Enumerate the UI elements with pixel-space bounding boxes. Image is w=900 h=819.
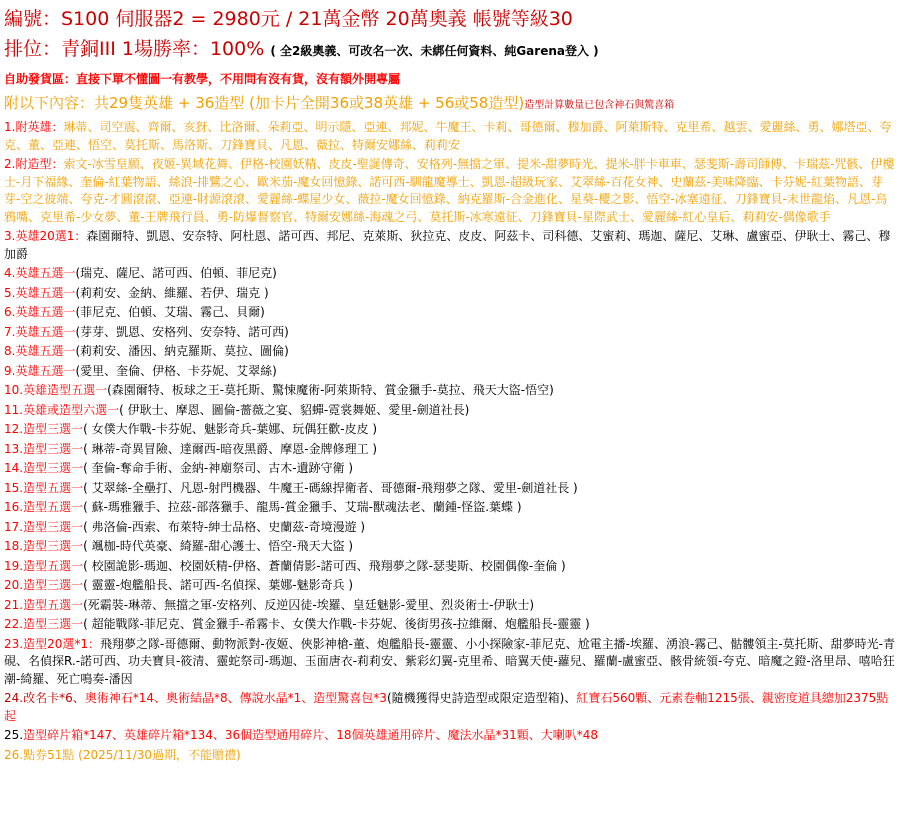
item-label: 21.造型五選一 [4, 597, 84, 612]
item-23 [4, 636, 896, 689]
item-17 [4, 519, 896, 537]
item-4 [4, 265, 896, 283]
skin-fragment-box: 造型碎片箱*147、 [23, 728, 124, 742]
item-content: (芽芽、凱恩、安格列、安奈特、諾可西) [75, 324, 289, 339]
item-label: 2.附造型： [4, 157, 64, 171]
item-label: 11.英雄或造型六選一 [4, 402, 120, 417]
item-content: ( 女僕大作戰-卡芬妮、魅影奇兵-葉娜、玩偶狂歡-皮皮 ) [83, 422, 378, 436]
item-20 [4, 577, 896, 595]
item-9 [4, 363, 896, 381]
item-label: 17.造型三選一 [4, 519, 84, 534]
legend-crystal: 傳說水晶*1、 [239, 691, 314, 705]
item-3 [4, 228, 896, 263]
item-26-vouchers: 26.點券51點 (2025/11/30過期，不能贈禮) [4, 747, 241, 762]
item-content: (愛里、奎倫、伊格、卡芬妮、艾翠絲) [75, 363, 277, 378]
item-content: ( 颯枷-時代英豪、綺羅-甜心護士、悟空-飛天大盜 ) [83, 539, 354, 553]
hero-universal-fragments: 18個英雄通用碎片、 [336, 728, 448, 742]
item-label: 3.英雄20選1： [4, 229, 87, 243]
item-content: 索文-冰雪皇願、夜姬-異域花舞、伊格-校園妖精、皮皮-聖誕傳奇、安格列-無擋之軍、提米-甜夢時光、提米-胖卡車車、瑟斐斯-壽司師傅、卡瑞茲-咒骸、伊樓士-月下福緣、奎倫-紅葉物語、絲浪-排鷺之心、歐米茄-魔女回憶錄、諾可西-馴龍魔導士、凱恩-超級玩家、艾翠絲-百花女神、史蘭茲-美味降臨、卡芬妮-紅葉物語、芽芽-空之彼端、夸克-才圓滾滾、亞連-財源滾滾、愛麗絲-蝶屋少女、薇拉-魔女回憶錄、納克羅斯-合金進化、星葵-櫻之影、悟空-冰塞遠征、刀鋒寶貝-末世龍焰、凡恩-烏鴉嘴、克里希-少女夢、董-王牌飛行員、勇-防爆督察官、特爾安娜絲-海魂之弓、莫托斯-冰寒遠征、刀鋒寶貝-星際武士、愛麗絲-紅心皇后、莉莉安-偶像歌手 [4, 157, 895, 224]
item-8 [4, 343, 896, 361]
item-content: (莉莉安、潘因、納克羅斯、莫拉、圖倫) [75, 344, 289, 358]
arcane-stone: 奧術神石*14、 [84, 691, 167, 705]
item-10 [4, 382, 896, 400]
item-label: 6.英雄五選一 [4, 305, 76, 319]
item-content: ( 伊耿士、摩恩、圖倫-薔薇之宴、貂蟬-霓裳舞姬、愛里-劍道社長) [119, 402, 470, 417]
item-1 [4, 119, 896, 154]
item-content: ( 靈靈-炮艦船長、諾可西-名偵探、葉娜-魅影奇兵 ) [83, 578, 354, 592]
ruby: 紅寶石560顆、 [576, 691, 660, 705]
item-content: 飛翔夢之隊-哥德爾、動物派對-夜姬、俠影神槍-董、炮艦船長-靈靈、小小探險家-菲尼克、尬電主播-埃羅、湧浪-霧己、骷髏領主-莫托斯、甜夢時光-青硯、名偵探R.-諾可西、功夫寶貝-筱清、靈蛇祭司-瑪迦、玉面唐衣-莉莉安、紫彩幻翼-克里希、暗翼天使-蘿兒、羅蘭-盧蜜亞、骸骨統領-夸克、暗魔之鐙-洛里昂、嘻哈狂潮-綺羅、死亡鳴奏-潘因 [4, 636, 895, 686]
item-25-number: 25. [4, 728, 24, 742]
item-2 [4, 156, 896, 226]
item-label: 5.英雄五選一 [4, 285, 76, 300]
item-content: ( 蘇-瑪雅獵手、拉茲-部落獵手、龍馬-賞金獵手、艾瑞-獸魂法老、蘭鍾-怪盜.葉蝶 ) [83, 500, 522, 514]
item-label: 14.造型三選一 [4, 461, 84, 475]
item-label: 18.造型三選一 [4, 539, 84, 553]
rank-main: 排位：青銅III 1場勝率：100% [4, 38, 265, 60]
item-content: ( 超能戰隊-菲尼克、賞金獵手-希霧卡、女僕大作戰-卡芬妮、後街男孩-拉維爾、炮艦船長-靈靈 ) [83, 617, 590, 631]
item-25 [4, 727, 896, 745]
item-6 [4, 304, 896, 322]
magic-crystal-and-horn: 魔法水晶*31顆、大喇叭*48 [447, 728, 599, 742]
item-content: (死霸裝-琳蒂、無擋之軍-安格列、反逆囚徒-埃羅、皇廷魅影-愛里、烈炎術士-伊耿士) [83, 597, 535, 612]
item-label: 12.造型三選一 [4, 422, 84, 436]
item-label: 13.造型三選一 [4, 441, 84, 456]
item-label: 20.造型三選一 [4, 578, 84, 592]
item-content: ( 艾翠絲-全壘打、凡恩-射門機器、牛魔王-碼線捍衛者、哥德爾-飛翔夢之隊、愛里-劍道社長 ) [83, 480, 578, 495]
item-label: 19.造型五選一 [4, 558, 84, 573]
item-21 [4, 597, 896, 615]
item-label: 8.英雄五選一 [4, 344, 76, 358]
item-label: 1.附英雄： [4, 120, 64, 134]
item-16 [4, 499, 896, 517]
summary-note: 造型計算數量已包含神石與驚喜箱 [524, 100, 675, 111]
item-24 [4, 690, 896, 725]
item-content: (莉莉安、金納、維羅、若伊、瑞克 ) [75, 285, 269, 300]
item-content: (森園爾特、板球之王-莫托斯、驚悚魔術-阿萊斯特、賞金獵手-莫拉、飛天大盜-悟空) [107, 383, 554, 397]
rename-card: 24.改名卡*6、 [4, 691, 85, 705]
item-label: 23.造型20選*1： [4, 636, 100, 651]
item-content: ( 奎倫-奪命手術、金納-神廟祭司、古木-遺跡守衛 ) [83, 461, 354, 475]
item-content: (瑞克、薩尼、諾可西、伯頓、菲尼克) [75, 266, 277, 280]
item-label: 7.英雄五選一 [4, 324, 76, 339]
item-content: ( 校園詭影-瑪迦、校園妖精-伊格、蒼蘭倩影-諾可西、飛翔夢之隊-瑟斐斯、校園偶像-奎倫 ) [83, 558, 566, 573]
hero-fragment-box: 英雄碎片箱*134、 [124, 728, 225, 742]
item-label: 22.造型三選一 [4, 617, 84, 631]
item-label: 9.英雄五選一 [4, 363, 76, 378]
self-delivery-notice: 自助發貨區：直接下單不懂圖一有教學，不用問有沒有貨，沒有額外開專屬 [4, 72, 401, 86]
item-content: 琳蒂、司空震、齊爾、亥犽、比洛爾、朵莉亞、明示隱、亞連、邦妮、牛魔王、卡莉、哥德爾、穆加爵、阿萊斯特、克里希、越雲、愛麗絲、勇、娜塔亞、夸克、董、亞連、悟空、莫托斯、馬洛斯、刀鋒寶貝、凡恩、薇拉、特爾安娜絲、莉莉安 [4, 120, 892, 152]
item-11 [4, 402, 896, 420]
item-18 [4, 538, 896, 556]
item-content: (菲尼克、伯頓、艾瑞、霧己、貝爾) [75, 305, 265, 319]
item-label: 4.英雄五選一 [4, 266, 76, 280]
item-19 [4, 558, 896, 576]
summary-main: 附以下內容：共29隻英雄 + 36造型 (加卡片全開36或38英雄 + 56或58造型) [4, 94, 525, 112]
skin-universal-fragments: 36個造型通用碎片、 [224, 728, 337, 742]
contents-summary [4, 92, 896, 117]
item-13 [4, 441, 896, 459]
item-content: ( 弗洛倫-西索、布萊特-紳士品格、史蘭茲-奇境漫遊 ) [83, 519, 366, 534]
item-label: 15.造型五選一 [4, 480, 84, 495]
rank-line [4, 36, 896, 64]
item-7 [4, 324, 896, 342]
item-label: 10.英雄造型五選一 [4, 383, 108, 397]
item-content: ( 琳蒂-奇異冒險、達爾西-暗夜黑爵、摩恩-金牌修理工 ) [83, 441, 378, 456]
item-content: 森園爾特、凱恩、安奈特、阿杜恩、諾可西、邦尼、克萊斯、狄拉克、皮皮、阿茲卡、司科德、艾蜜莉、瑪迦、薩尼、艾琳、盧蜜亞、伊耿士、霧己、穆加爵 [4, 229, 891, 261]
item-15 [4, 480, 896, 498]
rank-note: ( 全2級奧義、可改名一次、未綁任何資料、純Garena登入 ) [270, 44, 599, 58]
listing-title: 編號：S100 伺服器2 = 2980元 / 21萬金幣 20萬奧義 帳號等級30 [4, 8, 573, 30]
item-22 [4, 616, 896, 634]
arcane-crystal: 奧術結晶*8、 [166, 691, 240, 705]
element-scroll: 元素卷軸1215張、 [659, 691, 762, 705]
item-14 [4, 460, 896, 478]
item-12 [4, 421, 896, 439]
item-5 [4, 285, 896, 303]
surprise-pack-note: (隨機獲得史詩造型或限定造型箱)、 [386, 691, 577, 705]
skin-surprise-pack: 造型驚喜包*3 [313, 691, 387, 705]
intimacy-items: 親密度道具總加2375點起 [4, 691, 889, 723]
item-label: 16.造型五選一 [4, 500, 84, 514]
